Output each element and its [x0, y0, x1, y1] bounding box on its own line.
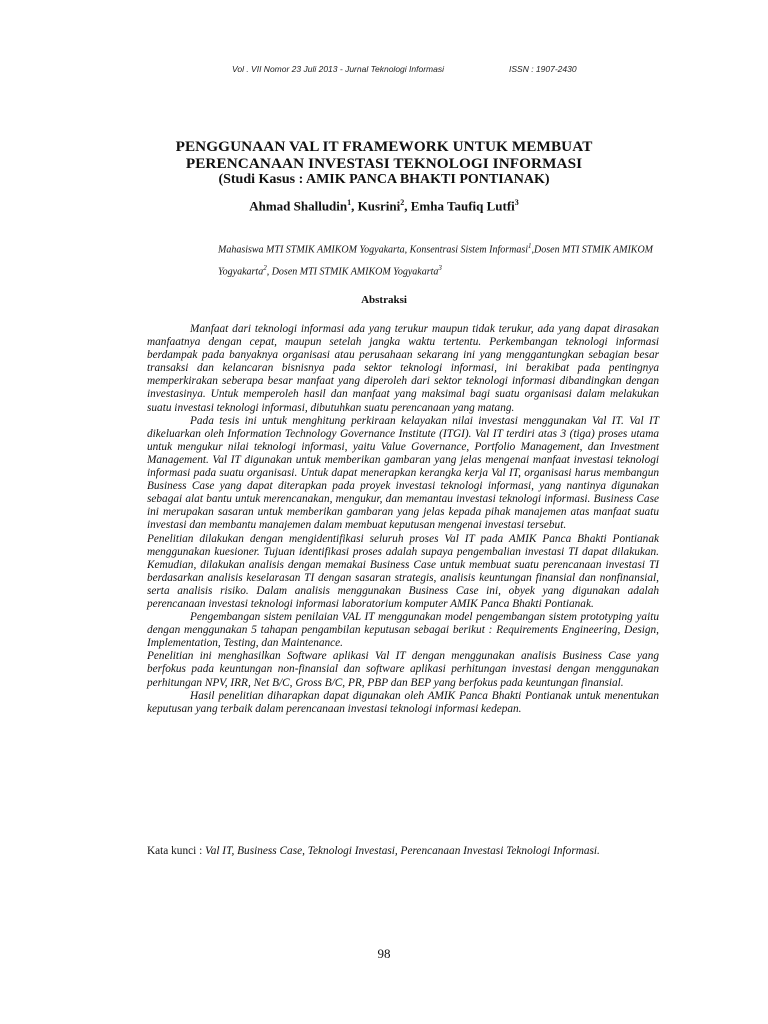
author-affil-mark: 1	[347, 198, 352, 207]
keywords-value: Val IT, Business Case, Teknologi Investasi, Perencanaan Investasi Teknologi Informasi.	[205, 845, 600, 857]
abstract-paragraph: Manfaat dari teknologi informasi ada yang terukur maupun tidak terukur, ada yang dapat dirasakan manfaatnya dengan cepat, maupun setelah jangka waktu tertentu. Perkembangan teknologi informasi berdampak pada banyaknya organisasi atau perusahaan sekarang ini yang menggantungkan sebagian besar transaksi dan kelancaran bisnisnya pada sektor teknologi informasi, ini berakibat pada pentingnya memperkirakan seberapa besar manfaat yang diperoleh dari sektor teknologi informasi dibandingkan dengan investasinya. Untuk memperoleh hasil dan manfaat yang maksimal bagi suatu organisasi dalam melakukan suatu investasi teknologi informasi, dibutuhkan suatu perencanaan yang matang.	[147, 323, 659, 414]
abstract-heading: Abstraksi	[361, 294, 407, 306]
author-affil-mark: 3	[514, 198, 519, 207]
abstract-paragraph: Pada tesis ini untuk menghitung perkiraan kelayakan nilai investasi menggunakan Val IT. Val IT dikeluarkan oleh Information Technology Governance Institute (ITGI). Val IT terdiri atas 3 (tiga) proses utama untuk mengukur nilai teknologi informasi, yaitu Value Governance, Portfolio Management, dan Investment Management. Val IT digunakan untuk memberikan gambaran yang jelas mengenai manfaat investasi teknologi informasi pada suatu organisasi. Untuk dapat menerapkan kerangka kerja Val IT, organisasi harus membangun Business Case yang dapat diterapkan pada proyek investasi teknologi informasi, yang nantinya digunakan sebagai alat bantu untuk merencanakan, mengukur, dan memantau investasi teknologi informasi. Business Case ini merupakan sasaran untuk memberikan gambaran yang jelas kepada pihak manajemen atas manfaat suatu investasi dan membantu manajemen dalam membuat keputusan mengenai investasi tersebut.	[147, 414, 659, 532]
paper-title	[120, 138, 648, 188]
abstract-paragraph: Penelitian dilakukan dengan mengidentifikasi seluruh proses Val IT pada AMIK Panca Bhakti Pontianak menggunakan kuesioner. Tujuan identifikasi proses adalah supaya pengembalian investasi TI dapat dilakukan. Kemudian, dilakukan analisis dengan memakai Business Case untuk membuat suatu perencanaan investasi TI berdasarkan analisis keselarasan TI dengan sasaran strategis, analisis keuntungan finansial dan nonfinansial, serta analisis risiko. Dalam analisis menggunakan Business Case ini, obyek yang digunakan adalah perencanaan investasi teknologi informasi laboratorium komputer AMIK Panca Bhakti Pontianak.	[147, 532, 659, 610]
keywords-label: Kata kunci :	[147, 845, 206, 857]
abstract-paragraph: Pengembangan sistem penilaian VAL IT menggunakan model pengembangan sistem prototyping yaitu dengan menggunakan 5 tahapan pengambilan keputusan sebagai berikut : Requirements Engineering, Design, Implementation, Testing, dan Maintenance.	[147, 611, 659, 650]
abstract-paragraph: Hasil penelitian diharapkan dapat digunakan oleh AMIK Panca Bhakti Pontianak untuk menentukan keputusan yang terbaik dalam perencanaan investasi teknologi informasi kedepan.	[147, 689, 659, 715]
issn: ISSN : 1907-2430	[509, 64, 577, 74]
case-study-subtitle: (Studi Kasus : AMIK PANCA BHAKTI PONTIANAK)	[218, 172, 550, 187]
keywords	[147, 844, 659, 858]
author-name: Emha Taufiq Lutfi	[410, 198, 515, 214]
author-affil-mark: 2	[400, 198, 405, 207]
title-line-2: PERENCANAAN INVESTASI TEKNOLOGI INFORMASI	[185, 155, 583, 172]
affiliations: Mahasiswa MTI STMIK AMIKOM Yogyakarta, Konsentrasi Sistem Informasi$^1$,Dosen MTI STMIK AMIKOM Yogyakarta$^2$, Dosen MTI STMIK AMIKOM Yogyakarta$^3$	[218, 242, 653, 278]
author-name: Ahmad Shalludin	[249, 198, 348, 214]
author-list: Ahmad Shalludin$^1$, Kusrini$^2$, Emha Taufiq Lutfi$^3$	[249, 198, 519, 214]
page-number: 98	[377, 946, 391, 961]
abstract-paragraph: Penelitian ini menghasilkan Software aplikasi Val IT dengan menggunakan analisis Business Case yang berfokus pada keuntungan non-finansial dan software aplikasi perhitungan investasi dengan menggunakan perhitungan NPV, IRR, Net B/C, Gross B/C, PR, PBP dan BEP yang berfokus pada keuntungan finansial.	[147, 650, 659, 689]
journal-info: Vol . VII Nomor 23 Juli 2013 - Jurnal Teknologi Informasi	[232, 64, 444, 74]
abstract-body	[147, 323, 659, 716]
title-line-1: PENGGUNAAN VAL IT FRAMEWORK UNTUK MEMBUAT	[175, 138, 593, 155]
author-name: Kusrini	[357, 198, 401, 214]
